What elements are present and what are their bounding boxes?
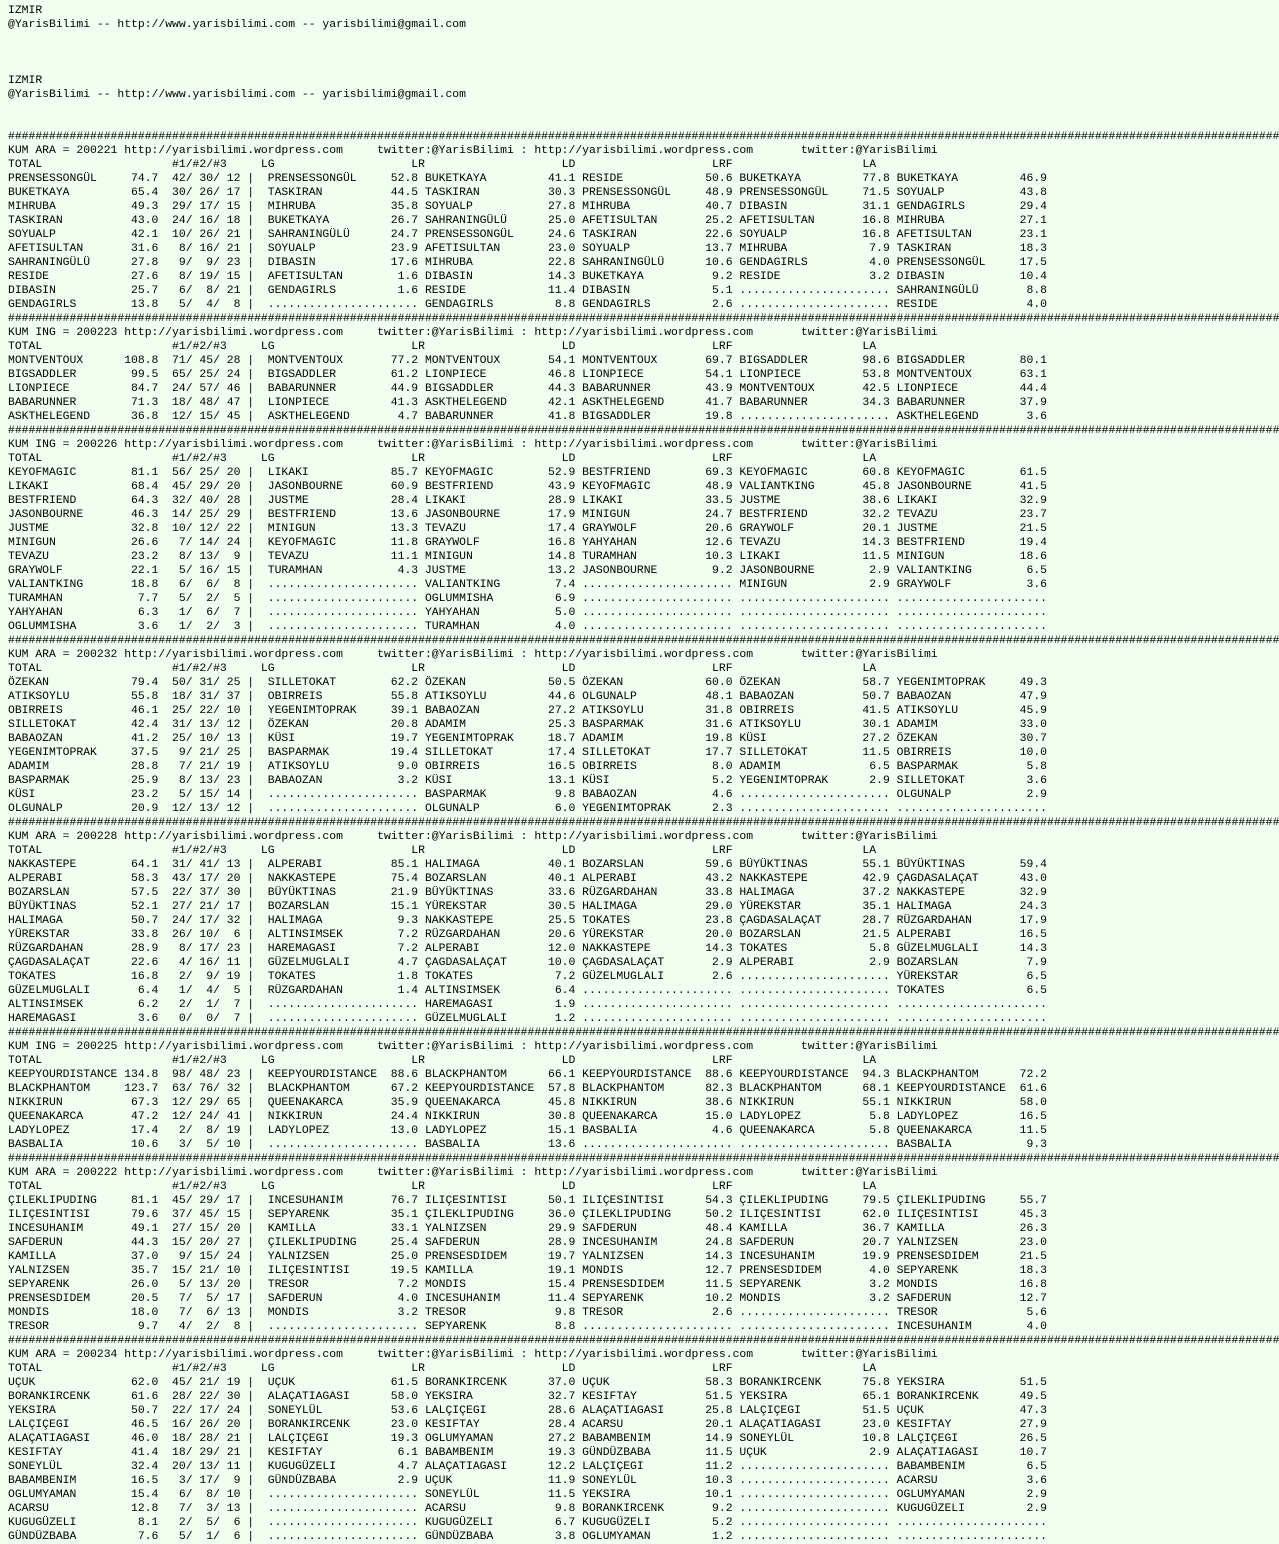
section-title: KUM ARA = 200234 http://yarisbilimi.wordpress.com twitter:@YarisBilimi : http://yarisbilimi.wordpress.com twitter:@YarisBilimi bbox=[8, 1349, 938, 1361]
table-row: NIKKIRUN 67.3 12/ 29/ 65 | QUEENAKARCA 35.9 QUEENAKARCA 45.8 NIKKIRUN 38.6 NIKKIRUN 55.1 NIKKIRUN 58.0 bbox=[8, 1097, 1047, 1109]
table-row: BABARUNNER 71.3 18/ 48/ 47 | LIONPIECE 41.3 ASKTHELEGEND 42.1 ASKTHELEGEND 41.7 BABARUNNER 34.3 BABARUNNER 37.9 bbox=[8, 397, 1047, 409]
table-row: YÜREKSTAR 33.8 26/ 10/ 6 | ALTINSIMSEK 7.2 RÜZGARDAHAN 20.6 YÜREKSTAR 20.0 BOZARSLAN 21.5 ALPERABI 16.5 bbox=[8, 929, 1047, 941]
table-row: MIHRUBA 49.3 29/ 17/ 15 | MIHRUBA 35.8 SOYUALP 27.8 MIHRUBA 40.7 DIBASIN 31.1 GENDAGIRLS 29.4 bbox=[8, 201, 1047, 213]
section-title: KUM ING = 200226 http://yarisbilimi.wordpress.com twitter:@YarisBilimi : http://yarisbilimi.wordpress.com twitter:@YarisBilimi bbox=[8, 439, 938, 451]
table-row: RESIDE 27.6 8/ 19/ 15 | AFETISULTAN 1.6 DIBASIN 14.3 BUKETKAYA 9.2 RESIDE 3.2 DIBASIN 10.4 bbox=[8, 271, 1047, 283]
table-row: LADYLOPEZ 17.4 2/ 8/ 19 | LADYLOPEZ 13.0 LADYLOPEZ 15.1 BASBALIA 4.6 QUEENAKARCA 5.8 QUEENAKARCA 11.5 bbox=[8, 1125, 1047, 1137]
table-row: BABAOZAN 41.2 25/ 10/ 13 | KÜSI 19.7 YEGENIMTOPRAK 18.7 ADAMIM 19.8 KÜSI 27.2 ÖZEKAN 30.7 bbox=[8, 733, 1047, 745]
table-row: GENDAGIRLS 13.8 5/ 4/ 8 | ...................... GENDAGIRLS 8.8 GENDAGIRLS 2.6 ...................... RESIDE 4.0 bbox=[8, 299, 1047, 311]
table-row: TEVAZU 23.2 8/ 13/ 9 | TEVAZU 11.1 MINIGUN 14.8 TURAMHAN 10.3 LIKAKI 11.5 MINIGUN 18.6 bbox=[8, 551, 1047, 563]
table-row: GÜZELMUGLALI 6.4 1/ 4/ 5 | RÜZGARDAHAN 1.4 ALTINSIMSEK 6.4 ...................... ...................... TOKATES 6.5 bbox=[8, 985, 1047, 997]
table-row: JASONBOURNE 46.3 14/ 25/ 29 | BESTFRIEND 13.6 JASONBOURNE 17.9 MINIGUN 24.7 BESTFRIEND 32.2 TEVAZU 23.7 bbox=[8, 509, 1047, 521]
table-row: ATIKSOYLU 55.8 18/ 31/ 37 | OBIRREIS 55.8 ATIKSOYLU 44.6 OLGUNALP 48.1 BABAOZAN 50.7 BABAOZAN 47.9 bbox=[8, 691, 1047, 703]
table-row: BIGSADDLER 99.5 65/ 25/ 24 | BIGSADDLER 61.2 LIONPIECE 46.8 LIONPIECE 54.1 LIONPIECE 53.8 MONTVENTOUX 63.1 bbox=[8, 369, 1047, 381]
table-row: GRAYWOLF 22.1 5/ 16/ 15 | TURAMHAN 4.3 JUSTME 13.2 JASONBOURNE 9.2 JASONBOURNE 2.9 VALIANTKING 6.5 bbox=[8, 565, 1047, 577]
table-row: OBIRREIS 46.1 25/ 22/ 10 | YEGENIMTOPRAK 39.1 BABAOZAN 27.2 ATIKSOYLU 31.8 OBIRREIS 41.5 ATIKSOYLU 45.9 bbox=[8, 705, 1047, 717]
table-row: HALIMAGA 50.7 24/ 17/ 32 | HALIMAGA 9.3 NAKKASTEPE 25.5 TOKATES 23.8 ÇAGDASALAÇAT 28.7 RÜZGARDAHAN 17.9 bbox=[8, 915, 1047, 927]
table-row: MONTVENTOUX 108.8 71/ 45/ 28 | MONTVENTOUX 77.2 MONTVENTOUX 54.1 MONTVENTOUX 69.7 BIGSADDLER 98.6 BIGSADDLER 80.1 bbox=[8, 355, 1047, 367]
table-row: ÇAGDASALAÇAT 22.6 4/ 16/ 11 | GÜZELMUGLALI 4.7 ÇAGDASALAÇAT 10.0 ÇAGDASALAÇAT 2.9 ALPERABI 2.9 BOZARSLAN 7.9 bbox=[8, 957, 1047, 969]
table-row: LIONPIECE 84.7 24/ 57/ 46 | BABARUNNER 44.9 BIGSADDLER 44.3 BABARUNNER 43.9 MONTVENTOUX 42.5 LIONPIECE 44.4 bbox=[8, 383, 1047, 395]
header-line bbox=[8, 60, 1080, 74]
table-row: ILIÇESINTISI 79.6 37/ 45/ 15 | SEPYARENK 35.1 ÇILEKLIPUDING 36.0 ÇILEKLIPUDING 50.2 ILIÇESINTISI 62.0 ILIÇESINTISI 45.3 bbox=[8, 1209, 1047, 1221]
header-line bbox=[8, 102, 1080, 116]
table-header-row: TOTAL #1/#2/#3 LG LR LD LRF LA bbox=[8, 1363, 877, 1375]
table-row: BUKETKAYA 65.4 30/ 26/ 17 | TASKIRAN 44.5 TASKIRAN 30.3 PRENSESSONGÜL 48.9 PRENSESSONGÜL 71.5 SOYUALP 43.8 bbox=[8, 187, 1047, 199]
section-title: KUM ING = 200225 http://yarisbilimi.wordpress.com twitter:@YarisBilimi : http://yarisbilimi.wordpress.com twitter:@YarisBilimi bbox=[8, 1041, 938, 1053]
table-row: MINIGUN 26.6 7/ 14/ 24 | KEYOFMAGIC 11.8 GRAYWOLF 16.8 YAHYAHAN 12.6 TEVAZU 14.3 BESTFRIEND 19.4 bbox=[8, 537, 1047, 549]
table-row: BOZARSLAN 57.5 22/ 37/ 30 | BÜYÜKTINAS 21.9 BÜYÜKTINAS 33.6 RÜZGARDAHAN 33.8 HALIMAGA 37.2 NAKKASTEPE 32.9 bbox=[8, 887, 1047, 899]
table-row: NAKKASTEPE 64.1 31/ 41/ 13 | ALPERABI 85.1 HALIMAGA 40.1 BOZARSLAN 59.6 BÜYÜKTINAS 55.1 BÜYÜKTINAS 59.4 bbox=[8, 859, 1047, 871]
table-row: DIBASIN 25.7 6/ 8/ 21 | GENDAGIRLS 1.6 RESIDE 11.4 DIBASIN 5.1 ...................... SAHRANINGÜLÜ 8.8 bbox=[8, 285, 1047, 297]
table-row: ASKTHELEGEND 36.8 12/ 15/ 45 | ASKTHELEGEND 4.7 BABARUNNER 41.8 BIGSADDLER 19.8 ...................... ASKTHELEGEND 3.6 bbox=[8, 411, 1047, 423]
section-title: KUM ARA = 200228 http://yarisbilimi.wordpress.com twitter:@YarisBilimi : http://yarisbilimi.wordpress.com twitter:@YarisBilimi bbox=[8, 831, 938, 843]
table-row: UÇUK 62.0 45/ 21/ 19 | UÇUK 61.5 BORANKIRCENK 37.0 UÇUK 58.3 BORANKIRCENK 75.8 YEKSIRA 51.5 bbox=[8, 1377, 1047, 1389]
section-separator: ########################################################################################################################################################################################## bbox=[8, 817, 1279, 829]
table-row: BLACKPHANTOM 123.7 63/ 76/ 32 | BLACKPHANTOM 67.2 KEEPYOURDISTANCE 57.8 BLACKPHANTOM 82.3 BLACKPHANTOM 68.1 KEEPYOURDISTANCE 61.6 bbox=[8, 1083, 1047, 1095]
table-row: KAMILLA 37.0 9/ 15/ 24 | YALNIZSEN 25.0 PRENSESDIDEM 19.7 YALNIZSEN 14.3 INCESUHANIM 19.9 PRENSESDIDEM 21.5 bbox=[8, 1251, 1047, 1263]
table-row: PRENSESSONGÜL 74.7 42/ 30/ 12 | PRENSESSONGÜL 52.8 BUKETKAYA 41.1 RESIDE 50.6 BUKETKAYA 77.8 BUKETKAYA 46.9 bbox=[8, 173, 1047, 185]
section-separator: ########################################################################################################################################################################################## bbox=[8, 313, 1279, 325]
table-row: OLGUNALP 20.9 12/ 13/ 12 | ...................... OLGUNALP 6.0 YEGENIMTOPRAK 2.3 ...................... ...................... bbox=[8, 803, 1047, 815]
section-title: KUM ARA = 200222 http://yarisbilimi.wordpress.com twitter:@YarisBilimi : http://yarisbilimi.wordpress.com twitter:@YarisBilimi bbox=[8, 1167, 938, 1179]
table-row: SEPYARENK 26.0 5/ 13/ 20 | TRESOR 7.2 MONDIS 15.4 PRENSESDIDEM 11.5 SEPYARENK 3.2 MONDIS 16.8 bbox=[8, 1279, 1047, 1291]
table-row: JUSTME 32.8 10/ 12/ 22 | MINIGUN 13.3 TEVAZU 17.4 GRAYWOLF 20.6 GRAYWOLF 20.1 JUSTME 21.5 bbox=[8, 523, 1047, 535]
section-title: KUM ING = 200223 http://yarisbilimi.wordpress.com twitter:@YarisBilimi : http://yarisbilimi.wordpress.com twitter:@YarisBilimi bbox=[8, 327, 938, 339]
table-header-row: TOTAL #1/#2/#3 LG LR LD LRF LA bbox=[8, 341, 877, 353]
table-row: ALAÇATIAGASI 46.0 18/ 28/ 21 | LALÇIÇEGI 19.3 OGLUMYAMAN 27.2 BABAMBENIM 14.9 SONEYLÜL 10.8 LALÇIÇEGI 26.5 bbox=[8, 1433, 1047, 1445]
table-row: SONEYLÜL 32.4 20/ 13/ 11 | KUGUGÜZELI 4.7 ALAÇATIAGASI 12.2 LALÇIÇEGI 11.2 ...................... BABAMBENIM 6.5 bbox=[8, 1461, 1047, 1473]
table-row: KEYOFMAGIC 81.1 56/ 25/ 20 | LIKAKI 85.7 KEYOFMAGIC 52.9 BESTFRIEND 69.3 KEYOFMAGIC 60.8 KEYOFMAGIC 61.5 bbox=[8, 467, 1047, 479]
section-separator: ########################################################################################################################################################################################## bbox=[8, 425, 1279, 437]
table-header-row: TOTAL #1/#2/#3 LG LR LD LRF LA bbox=[8, 453, 877, 465]
table-row: SAHRANINGÜLÜ 27.8 9/ 9/ 23 | DIBASIN 17.6 MIHRUBA 22.8 SAHRANINGÜLÜ 10.6 GENDAGIRLS 4.0 PRENSESSONGÜL 17.5 bbox=[8, 257, 1047, 269]
table-row: YALNIZSEN 35.7 15/ 21/ 10 | ILIÇESINTISI 19.5 KAMILLA 19.1 MONDIS 12.7 PRENSESDIDEM 4.0 SEPYARENK 18.3 bbox=[8, 1265, 1047, 1277]
table-row: MONDIS 18.0 7/ 6/ 13 | MONDIS 3.2 TRESOR 9.8 TRESOR 2.6 ...................... TRESOR 5.6 bbox=[8, 1307, 1047, 1319]
header-line: IZMIR bbox=[8, 75, 43, 87]
table-header-row: TOTAL #1/#2/#3 LG LR LD LRF LA bbox=[8, 663, 877, 675]
table-row: TOKATES 16.8 2/ 9/ 19 | TOKATES 1.8 TOKATES 7.2 GÜZELMUGLALI 2.6 ...................... YÜREKSTAR 6.5 bbox=[8, 971, 1047, 983]
table-row: OGLUMYAMAN 15.4 6/ 8/ 10 | ...................... SONEYLÜL 11.5 YEKSIRA 10.1 ...................... OGLUMYAMAN 2.9 bbox=[8, 1489, 1047, 1501]
table-row: BORANKIRCENK 61.6 28/ 22/ 30 | ALAÇATIAGASI 58.0 YEKSIRA 32.7 KESIFTAY 51.5 YEKSIRA 65.1 BORANKIRCENK 49.5 bbox=[8, 1391, 1047, 1403]
table-row: ÖZEKAN 79.4 50/ 31/ 25 | SILLETOKAT 62.2 ÖZEKAN 50.5 ÖZEKAN 60.0 ÖZEKAN 58.7 YEGENIMTOPRAK 49.3 bbox=[8, 677, 1047, 689]
section-separator: ########################################################################################################################################################################################## bbox=[8, 635, 1279, 647]
table-row: ALTINSIMSEK 6.2 2/ 1/ 7 | ...................... HAREMAGASI 1.9 ...................... ...................... ...................... bbox=[8, 999, 1047, 1011]
table-row: ÇILEKLIPUDING 81.1 45/ 29/ 17 | INCESUHANIM 76.7 ILIÇESINTISI 50.1 ILIÇESINTISI 54.3 ÇILEKLIPUDING 79.5 ÇILEKLIPUDING 55.7 bbox=[8, 1195, 1047, 1207]
table-row: VALIANTKING 18.8 6/ 6/ 8 | ...................... VALIANTKING 7.4 ...................... MINIGUN 2.9 GRAYWOLF 3.6 bbox=[8, 579, 1047, 591]
table-row: ADAMIM 28.8 7/ 21/ 19 | ATIKSOYLU 9.0 OBIRREIS 16.5 OBIRREIS 8.0 ADAMIM 6.5 BASPARMAK 5.8 bbox=[8, 761, 1047, 773]
table-row: SOYUALP 42.1 10/ 26/ 21 | SAHRANINGÜLÜ 24.7 PRENSESSONGÜL 24.6 TASKIRAN 22.6 SOYUALP 16.8 AFETISULTAN 23.1 bbox=[8, 229, 1047, 241]
table-header-row: TOTAL #1/#2/#3 LG LR LD LRF LA bbox=[8, 1055, 877, 1067]
section-title: KUM ARA = 200232 http://yarisbilimi.wordpress.com twitter:@YarisBilimi : http://yarisbilimi.wordpress.com twitter:@YarisBilimi bbox=[8, 649, 938, 661]
table-row: ACARSU 12.8 7/ 3/ 13 | ...................... ACARSU 9.8 BORANKIRCENK 9.2 ...................... KUGUGÜZELI 2.9 bbox=[8, 1503, 1047, 1515]
section-separator: ########################################################################################################################################################################################## bbox=[8, 1027, 1279, 1039]
table-row: SAFDERUN 44.3 15/ 20/ 27 | ÇILEKLIPUDING 25.4 SAFDERUN 28.9 INCESUHANIM 24.8 SAFDERUN 20.7 YALNIZSEN 23.0 bbox=[8, 1237, 1047, 1249]
table-row: TURAMHAN 7.7 5/ 2/ 5 | ...................... OGLUMMISHA 6.9 ...................... ...................... ...................... bbox=[8, 593, 1047, 605]
table-row: HAREMAGASI 3.6 0/ 0/ 7 | ...................... GÜZELMUGLALI 1.2 ...................... ...................... ...................... bbox=[8, 1013, 1047, 1025]
section-separator: ########################################################################################################################################################################################## bbox=[8, 1335, 1279, 1347]
table-row: BASBALIA 10.6 3/ 5/ 10 | ...................... BASBALIA 13.6 ...................... ...................... BASBALIA 9.3 bbox=[8, 1139, 1047, 1151]
table-row: LALÇIÇEGI 46.5 16/ 26/ 20 | BORANKIRCENK 23.0 KESIFTAY 28.4 ACARSU 20.1 ALAÇATIAGASI 23.0 KESIFTAY 27.9 bbox=[8, 1419, 1047, 1431]
table-row: KUGUGÜZELI 8.1 2/ 5/ 6 | ...................... KUGUGÜZELI 6.7 KUGUGÜZELI 5.2 ...................... ...................... bbox=[8, 1517, 1047, 1529]
header-line: @YarisBilimi -- http://www.yarisbilimi.com -- yarisbilimi@gmail.com bbox=[8, 19, 466, 31]
table-row: KEEPYOURDISTANCE 134.8 98/ 48/ 23 | KEEPYOURDISTANCE 88.6 BLACKPHANTOM 66.1 KEEPYOURDISTANCE 88.6 KEEPYOURDISTANCE 94.3 BLACKPHANTOM 72.2 bbox=[8, 1069, 1047, 1081]
table-row: YEKSIRA 50.7 22/ 17/ 24 | SONEYLÜL 53.6 LALÇIÇEGI 28.6 ALAÇATIAGASI 25.8 LALÇIÇEGI 51.5 UÇUK 47.3 bbox=[8, 1405, 1047, 1417]
table-row: BABAMBENIM 16.5 3/ 17/ 9 | GÜNDÜZBABA 2.9 UÇUK 11.9 SONEYLÜL 10.3 ...................... ACARSU 3.6 bbox=[8, 1475, 1047, 1487]
header-line bbox=[8, 46, 1080, 60]
table-row: QUEENAKARCA 47.2 12/ 24/ 41 | NIKKIRUN 24.4 NIKKIRUN 30.8 QUEENAKARCA 15.0 LADYLOPEZ 5.8 LADYLOPEZ 16.5 bbox=[8, 1111, 1047, 1123]
section-title: KUM ARA = 200221 http://yarisbilimi.wordpress.com twitter:@YarisBilimi : http://yarisbilimi.wordpress.com twitter:@YarisBilimi bbox=[8, 145, 938, 157]
table-row: BASPARMAK 25.9 8/ 13/ 23 | BABAOZAN 3.2 KÜSI 13.1 KÜSI 5.2 YEGENIMTOPRAK 2.9 SILLETOKAT 3.6 bbox=[8, 775, 1047, 787]
section-separator: ########################################################################################################################################################################################## bbox=[8, 131, 1279, 143]
header-line: @YarisBilimi -- http://www.yarisbilimi.com -- yarisbilimi@gmail.com bbox=[8, 89, 466, 101]
table-row: BESTFRIEND 64.3 32/ 40/ 28 | JUSTME 28.4 LIKAKI 28.9 LIKAKI 33.5 JUSTME 38.6 LIKAKI 32.9 bbox=[8, 495, 1047, 507]
table-row: SILLETOKAT 42.4 31/ 13/ 12 | ÖZEKAN 20.8 ADAMIM 25.3 BASPARMAK 31.6 ATIKSOYLU 30.1 ADAMIM 33.0 bbox=[8, 719, 1047, 731]
table-row: BÜYÜKTINAS 52.1 27/ 21/ 17 | BOZARSLAN 15.1 YÜREKSTAR 30.5 HALIMAGA 29.0 YÜREKSTAR 35.1 HALIMAGA 24.3 bbox=[8, 901, 1047, 913]
table-row: AFETISULTAN 31.6 8/ 16/ 21 | SOYUALP 23.9 AFETISULTAN 23.0 SOYUALP 13.7 MIHRUBA 7.9 TASKIRAN 18.3 bbox=[8, 243, 1047, 255]
table-row: YEGENIMTOPRAK 37.5 9/ 21/ 25 | BASPARMAK 19.4 SILLETOKAT 17.4 SILLETOKAT 17.7 SILLETOKAT 11.5 OBIRREIS 10.0 bbox=[8, 747, 1047, 759]
table-row: KESIFTAY 41.4 18/ 29/ 21 | KESIFTAY 6.1 BABAMBENIM 19.3 GÜNDÜZBABA 11.5 UÇUK 2.9 ALAÇATIAGASI 10.7 bbox=[8, 1447, 1047, 1459]
header-line: IZMIR bbox=[8, 5, 43, 17]
table-row: INCESUHANIM 49.1 27/ 15/ 20 | KAMILLA 33.1 YALNIZSEN 29.9 SAFDERUN 48.4 KAMILLA 36.7 KAMILLA 26.3 bbox=[8, 1223, 1047, 1235]
table-header-row: TOTAL #1/#2/#3 LG LR LD LRF LA bbox=[8, 159, 877, 171]
table-row: LIKAKI 68.4 45/ 29/ 20 | JASONBOURNE 60.9 BESTFRIEND 43.9 KEYOFMAGIC 48.9 VALIANTKING 45.8 JASONBOURNE 41.5 bbox=[8, 481, 1047, 493]
table-row: KÜSI 23.2 5/ 15/ 14 | ...................... BASPARMAK 9.8 BABAOZAN 4.6 ...................... OLGUNALP 2.9 bbox=[8, 789, 1047, 801]
table-row: TASKIRAN 43.0 24/ 16/ 18 | BUKETKAYA 26.7 SAHRANINGÜLÜ 25.0 AFETISULTAN 25.2 AFETISULTAN 16.8 MIHRUBA 27.1 bbox=[8, 215, 1047, 227]
table-header-row: TOTAL #1/#2/#3 LG LR LD LRF LA bbox=[8, 1181, 877, 1193]
table-row: YAHYAHAN 6.3 1/ 6/ 7 | ...................... YAHYAHAN 5.0 ...................... ...................... ...................... bbox=[8, 607, 1047, 619]
table-row: OGLUMMISHA 3.6 1/ 2/ 3 | ...................... TURAMHAN 4.0 ...................... ...................... ...................... bbox=[8, 621, 1047, 633]
table-row: PRENSESDIDEM 20.5 7/ 5/ 17 | SAFDERUN 4.0 INCESUHANIM 11.4 SEPYARENK 10.2 MONDIS 3.2 SAFDERUN 12.7 bbox=[8, 1293, 1047, 1305]
section-separator: ########################################################################################################################################################################################## bbox=[8, 1153, 1279, 1165]
table-row: GÜNDÜZBABA 7.6 5/ 1/ 6 | ...................... GÜNDÜZBABA 3.8 OGLUMYAMAN 1.2 ...................... ...................... bbox=[8, 1531, 1047, 1543]
table-header-row: TOTAL #1/#2/#3 LG LR LD LRF LA bbox=[8, 845, 877, 857]
table-row: RÜZGARDAHAN 28.9 8/ 17/ 23 | HAREMAGASI 7.2 ALPERABI 12.0 NAKKASTEPE 14.3 TOKATES 5.8 GÜZELMUGLALI 14.3 bbox=[8, 943, 1047, 955]
table-row: TRESOR 9.7 4/ 2/ 8 | ...................... SEPYARENK 8.8 ...................... ...................... INCESUHANIM 4.0 bbox=[8, 1321, 1047, 1333]
header-line bbox=[8, 116, 1080, 130]
header-line bbox=[8, 32, 1080, 46]
table-row: ALPERABI 58.3 43/ 17/ 20 | NAKKASTEPE 75.4 BOZARSLAN 40.1 ALPERABI 43.2 NAKKASTEPE 42.9 ÇAGDASALAÇAT 43.0 bbox=[8, 873, 1047, 885]
